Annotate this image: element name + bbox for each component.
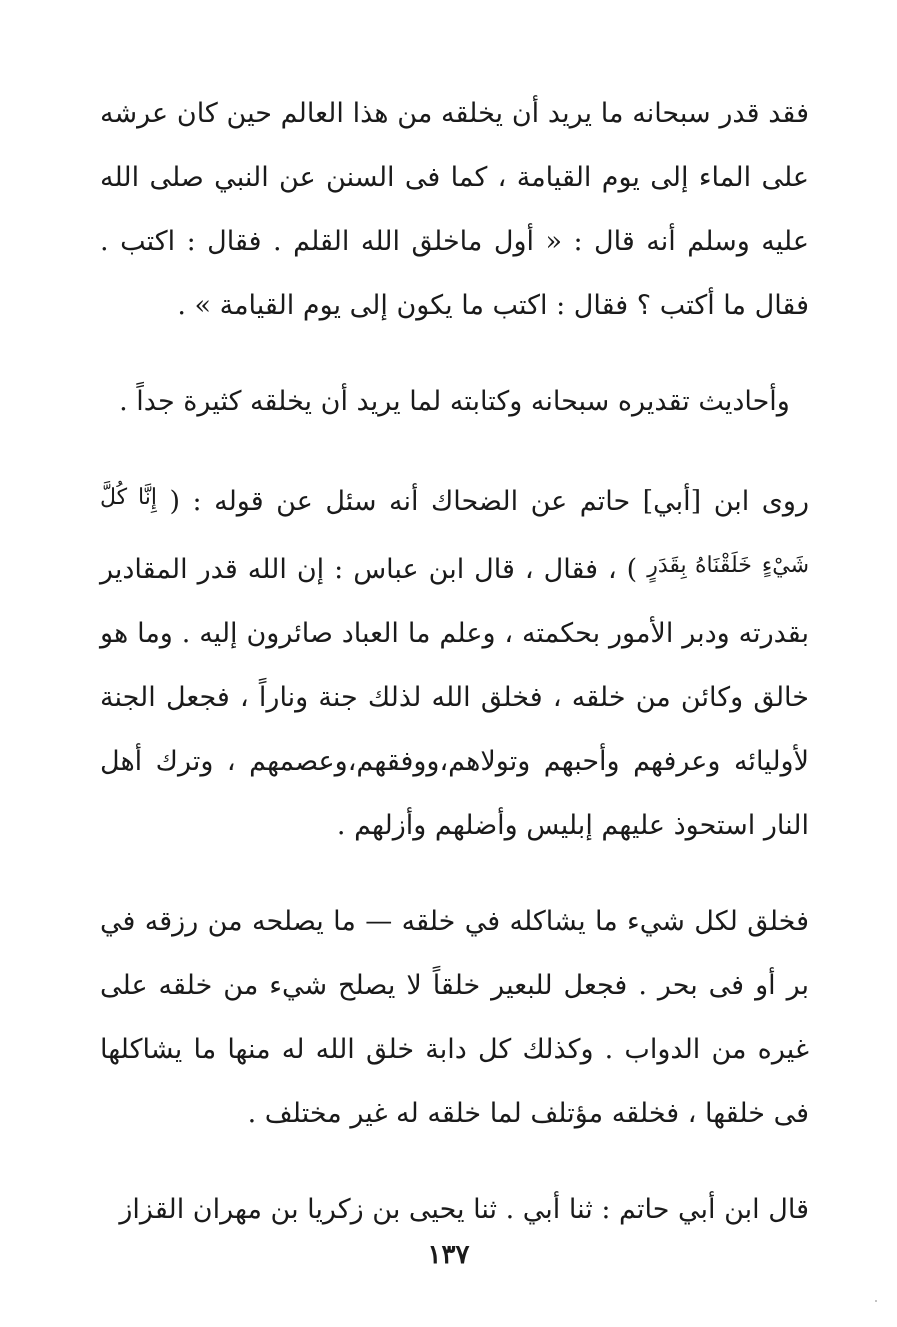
text-line: الدواب . وكذلك كل دابة خلق الله له منها ما يشاكلها فى خلقها ، فخلقه: [100, 1034, 809, 1129]
text-line: مؤتلف لما خلقه له غير مختلف .: [247, 1098, 604, 1129]
text-line: وتولاهم،ووفقهم،وعصمهم ، وترك أهل النار استحوذ عليهم إبليس: [100, 746, 809, 841]
text-line: خلقه ، فخلق الله لذلك جنة وناراً ، فجعل الجنة لأوليائه وعرفهم وأحبهم: [100, 682, 809, 777]
text-line: فقد قدر سبحانه ما يريد أن يخلقه من هذا العالم حين كان عرشه: [100, 98, 809, 129]
paragraph-3: [100, 466, 809, 858]
page-number: ١٣٧: [427, 1240, 470, 1270]
quran-verse-part-1: إِنَّا كُلَّ شَيْءٍ: [100, 485, 810, 578]
text-line: ) ، فقال ، قال ابن عباس : إن الله قدر المقادير بقدرته: [100, 554, 809, 649]
text-line: قال ابن أبي حاتم : ثنا أبي . ثنا يحيى بن زكريا بن مهران القزاز: [119, 1194, 809, 1225]
paragraph-1: [100, 82, 809, 338]
text-line: على الماء إلى يوم القيامة ، كما فى السنن عن النبي صلى الله عليه وسلم أنه: [100, 162, 809, 257]
text-line: اكتب ما يكون إلى يوم القيامة » .: [177, 290, 548, 321]
text-line: فخلق لكل شيء ما يشاكله في خلقه — ما يصلحه من رزقه في: [100, 906, 809, 937]
text-line: قال : « أول ماخلق الله القلم . فقال : اكتب . فقال ما أكتب ؟ فقال :: [100, 226, 809, 321]
paragraph-4: [100, 890, 809, 1146]
text-line: وأحاديث تقديره سبحانه وكتابته لما يريد أن يخلقه كثيرة جداً .: [119, 386, 790, 417]
quran-verse-part-2: خَلَقْنَاهُ بِقَدَرٍ: [647, 553, 752, 578]
text-line: وأضلهم وأزلهم .: [336, 810, 518, 841]
paragraph-2: [100, 370, 809, 434]
page-body: [100, 82, 809, 1242]
text-line: بر أو فى بحر . فجعل للبعير خلقاً لا يصلح شيء من خلقه على غيره من: [100, 970, 809, 1065]
text-line: ودبر الأمور بحكمته ، وعلم ما العباد صائرون إليه . وما هو خالق وكائن من: [100, 618, 809, 713]
scan-speck: [875, 1300, 877, 1302]
paragraph-5: [100, 1178, 809, 1242]
text-line: روى ابن [أبي] حاتم عن الضحاك أنه سئل عن قوله : (: [169, 486, 809, 517]
